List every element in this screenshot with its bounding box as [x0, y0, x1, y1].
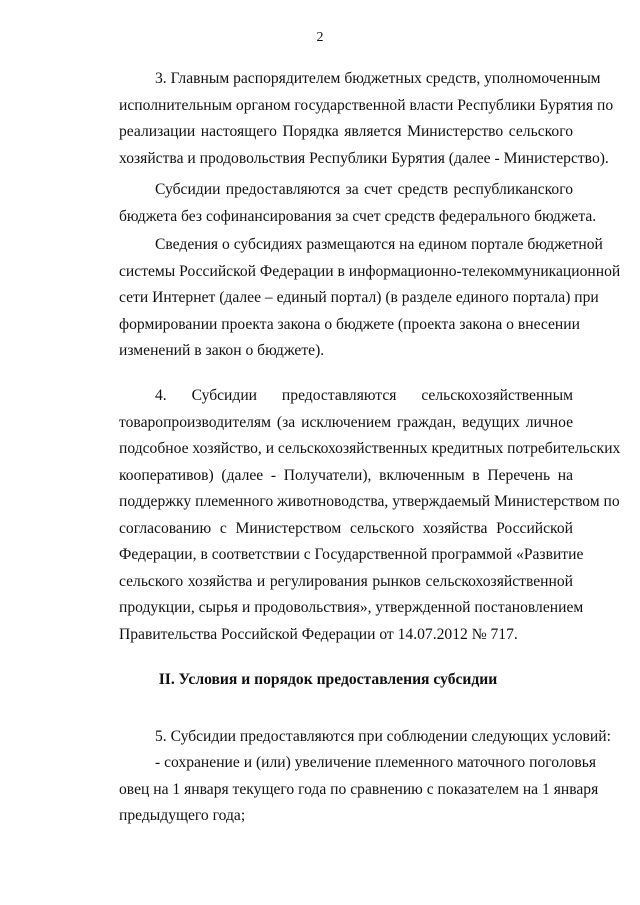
text-line: формировании проекта закона о бюджете (проекта закона о внесении — [119, 315, 580, 333]
text-line: - сохранение и (или) увеличение племенного маточного поголовья — [155, 754, 597, 771]
text-line: кооперативов) (далее - Получатели), включенным в Перечень на — [119, 466, 573, 484]
text-line: сельского хозяйства и регулирования рынков сельскохозяйственной — [119, 572, 573, 590]
paragraph-3 — [83, 66, 614, 172]
text-line: Федерации, в соответствии с Государственной программой «Развитие — [119, 546, 584, 563]
text-line: поддержку племенного животноводства, утверждаемый Министерством по — [119, 493, 620, 510]
paragraph-5 — [83, 724, 611, 751]
paragraph-3-portal — [83, 232, 621, 365]
paragraph-3-funding — [83, 177, 597, 230]
text-line: согласованию с Министерством сельского хозяйства Российской — [119, 519, 573, 537]
text-line: товаропроизводителям (за исключением граждан, ведущих личное — [119, 413, 573, 431]
text-line: Субсидии предоставляются за счет средств республиканского — [155, 181, 573, 198]
text-line: исполнительным органом государственной власти Республики Бурятия по — [119, 96, 614, 114]
text-line: Сведения о субсидиях размещаются на едином портале бюджетной — [155, 236, 603, 253]
text-line: 5. Субсидии предоставляются при соблюдении следующих условий: — [155, 728, 611, 745]
text-line: бюджета без софинансирования за счет средств федерального бюджета. — [119, 207, 597, 225]
paragraph-4 — [83, 383, 621, 648]
text-line: продукции, сырья и продовольствия», утвержденной постановлением — [119, 599, 584, 616]
text-line: овец на 1 января текущего года по сравнению с показателем на 1 января — [119, 780, 599, 798]
text-line: реализации настоящего Порядка является Министерство сельского — [119, 123, 573, 140]
page-number: 2 — [316, 30, 324, 45]
text-line: хозяйства и продовольствия Республики Бурятия (далее - Министерство). — [119, 149, 609, 167]
section-heading: II. Условия и порядок предоставления субсидии — [158, 671, 498, 688]
text-line: Правительства Российской Федерации от 14.07.2012 № 717. — [119, 625, 518, 643]
text-line: системы Российской Федерации в информационно-телекоммуникационной — [119, 262, 621, 280]
text-line: 4. Субсидии предоставляются сельскохозяйственным — [155, 387, 573, 404]
text-line: 3. Главным распорядителем бюджетных средств, уполномоченным — [155, 70, 601, 87]
text-line: сети Интернет (далее – единый портал) (в разделе единого портала) при — [119, 289, 599, 306]
paragraph-5-condition — [83, 750, 599, 830]
text-line: предыдущего года; — [119, 807, 246, 824]
text-line: изменений в закон о бюджете). — [119, 342, 325, 359]
text-line: подсобное хозяйство, и сельскохозяйственных кредитных потребительских — [119, 440, 621, 457]
